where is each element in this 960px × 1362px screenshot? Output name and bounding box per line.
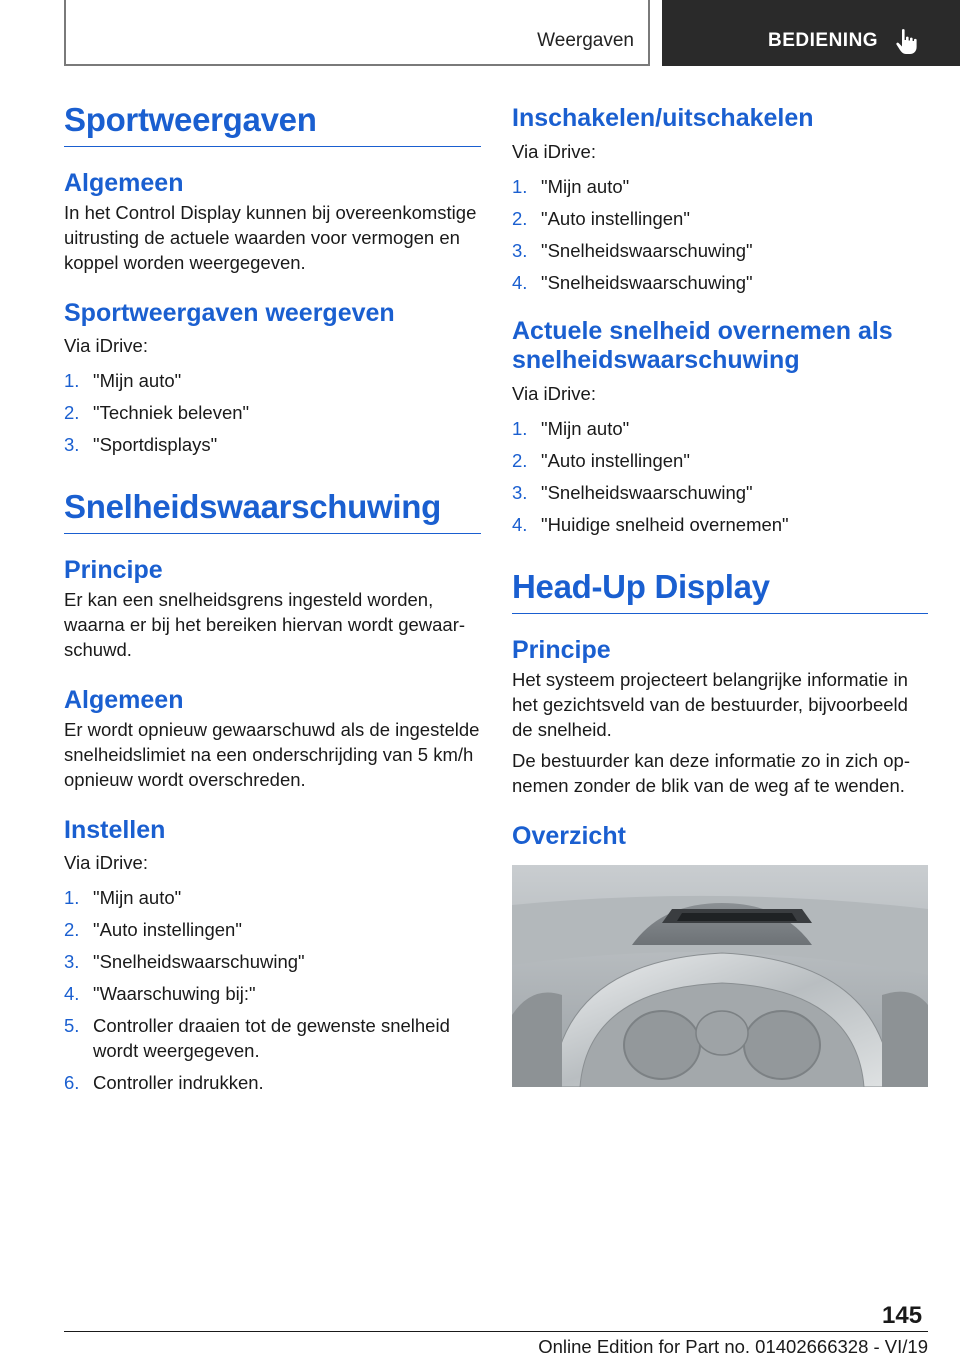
step-text: "Mijn auto" <box>541 176 630 197</box>
steps-actuele <box>512 416 928 537</box>
list-item <box>64 432 481 457</box>
page-number: 145 <box>882 1302 923 1329</box>
step-text: "Sportdisplays" <box>93 434 218 455</box>
via-idrive-text: Via iDrive: <box>64 335 148 356</box>
step-number: 4. <box>512 272 528 293</box>
list-item <box>512 270 928 295</box>
paragraph-principe-hud-1: Het systeem projecteert belangrijke informatie in het gezichtsveld van de bestuurder, bijvoorbeeld de snelheid. <box>512 669 908 740</box>
step-number: 1. <box>64 370 80 391</box>
list-item <box>512 206 928 231</box>
step-text: "Waarschuwing bij:" <box>93 983 256 1004</box>
list-item <box>64 1013 481 1063</box>
list-item <box>64 1070 481 1095</box>
step-text: "Auto instellingen" <box>541 208 690 229</box>
heading-algemeen-2: Algemeen <box>64 686 184 714</box>
header-section-label: Weergaven <box>537 30 634 51</box>
footer-edition: Online Edition for Part no. 01402666328 - VI/19 <box>538 1336 928 1357</box>
via-idrive-text: Via iDrive: <box>512 383 596 404</box>
step-number: 4. <box>512 514 528 535</box>
heading-inschakelen-uitschakelen: Inschakelen/uitschakelen <box>512 104 814 132</box>
paragraph-algemeen: In het Control Display kunnen bij overeenkomstige uitrusting de actuele waarden voor vermogen en koppel worden weergegeven. <box>64 202 477 273</box>
step-text: "Mijn auto" <box>541 418 630 439</box>
step-text: "Snelheidswaarschuwing" <box>93 951 305 972</box>
heading-instellen: Instellen <box>64 816 166 844</box>
step-text: "Snelheidswaarschuwing" <box>541 482 753 503</box>
list-item <box>64 885 481 910</box>
step-number: 1. <box>64 887 80 908</box>
list-item <box>64 949 481 974</box>
step-number: 3. <box>512 240 528 261</box>
via-idrive-text: Via iDrive: <box>64 852 148 873</box>
pointing-hand-icon <box>894 28 920 56</box>
footer-rule <box>64 1331 928 1332</box>
heading-actuele-snelheid: Actuele snelheid overnemen als snelheidswaarschuwing <box>512 317 893 374</box>
step-number: 5. <box>64 1015 80 1036</box>
step-text: "Auto instellingen" <box>93 919 242 940</box>
paragraph-principe-hud-2: De bestuurder kan deze informatie zo in zich opnemen zonder de blik van de weg af te wenden. <box>512 750 910 796</box>
left-column <box>64 100 481 1102</box>
list-item <box>512 238 928 263</box>
step-text: "Techniek beleven" <box>93 402 250 423</box>
header-chapter-label: BEDIENING <box>768 30 879 51</box>
right-column <box>512 100 928 1087</box>
section-title-head-up-display: Head-Up Display <box>512 567 928 614</box>
head-up-display-cockpit-image <box>512 865 928 1087</box>
steps-instellen <box>64 885 481 1095</box>
step-text: "Snelheidswaarschuwing" <box>541 272 753 293</box>
list-item <box>64 981 481 1006</box>
list-item <box>512 416 928 441</box>
list-item <box>512 480 928 505</box>
heading-sportweergaven-weergeven: Sportweergaven weergeven <box>64 299 395 327</box>
step-number: 1. <box>512 418 528 439</box>
section-title-sportweergaven: Sportweergaven <box>64 100 481 147</box>
step-number: 2. <box>512 450 528 471</box>
step-number: 3. <box>512 482 528 503</box>
step-number: 1. <box>512 176 528 197</box>
step-text: "Huidige snelheid overnemen" <box>541 514 789 535</box>
step-text: "Mijn auto" <box>93 887 182 908</box>
list-item <box>512 448 928 473</box>
step-number: 3. <box>64 951 80 972</box>
steps-inschakelen <box>512 174 928 295</box>
step-number: 6. <box>64 1072 80 1093</box>
step-number: 2. <box>64 919 80 940</box>
via-idrive-text: Via iDrive: <box>512 141 596 162</box>
heading-principe: Principe <box>64 556 163 584</box>
step-number: 2. <box>64 402 80 423</box>
paragraph-principe: Er kan een snelheidsgrens ingesteld worden, waarna er bij het bereiken hiervan wordt gewaarschuwd. <box>64 589 466 660</box>
list-item <box>512 512 928 537</box>
list-item <box>64 400 481 425</box>
heading-algemeen: Algemeen <box>64 169 184 197</box>
step-number: 4. <box>64 983 80 1004</box>
step-text: "Snelheidswaarschuwing" <box>541 240 753 261</box>
heading-principe-hud: Principe <box>512 636 611 664</box>
step-number: 2. <box>512 208 528 229</box>
steps-sport-show <box>64 368 481 457</box>
header-section-box <box>64 0 650 66</box>
step-text: "Mijn auto" <box>93 370 182 391</box>
heading-overzicht: Overzicht <box>512 822 626 850</box>
list-item <box>512 174 928 199</box>
list-item <box>64 917 481 942</box>
section-title-snelheidswaarschuwing: Snelheidswaarschuwing <box>64 487 481 534</box>
paragraph-algemeen-2: Er wordt opnieuw gewaarschuwd als de ingestelde snelheidslimiet na een onderschrijding van 5 km/h opnieuw wordt overschreden. <box>64 719 480 790</box>
list-item <box>64 368 481 393</box>
step-number: 3. <box>64 434 80 455</box>
step-text: Controller draaien tot de gewenste snelheid wordt weergegeven. <box>93 1015 450 1061</box>
step-text: Controller indrukken. <box>93 1072 264 1093</box>
step-text: "Auto instellingen" <box>541 450 690 471</box>
